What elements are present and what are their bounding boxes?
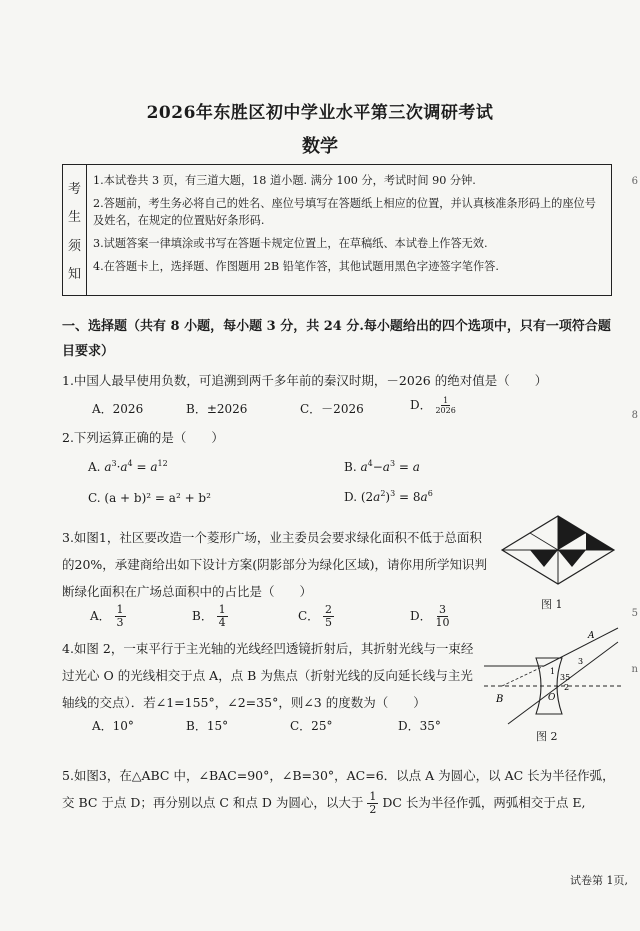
- q3-option-c-label: C．: [298, 609, 320, 623]
- question-3-stem: 3.如图1，社区要改造一个菱形广场，业主委员会要求绿化面积不低于总面积的20%，承建商给出如下设计方案(阴影部分为绿化区域)，请你用所学知识判断绿化面积在广场总面积中的占比是（ ）: [62, 530, 488, 599]
- point-b-label: B: [496, 694, 504, 705]
- question-5-stem-a: 5.如图3，在△ABC 中，∠BAC=90°，∠B=30°，AC=6．以点 A 为圆心，以 AC 长为半径作弧，交 BC 于点 D；再分别以点 C 和点 D 为圆心，以大于: [62, 768, 615, 810]
- fraction-denominator: 3: [116, 616, 124, 629]
- q2-option-a-label: A.: [88, 460, 101, 474]
- notice-side-char: 生: [67, 210, 81, 226]
- fraction-denominator: 4: [218, 616, 226, 629]
- figure-1-label: 图 1: [541, 598, 563, 611]
- angle-2-label: 2: [564, 683, 570, 692]
- q3-option-d-fraction: [435, 604, 449, 629]
- q4-option-a: A．10°: [92, 719, 134, 733]
- q3-option-b-label: B．: [192, 609, 213, 623]
- exam-title: 2026年东胜区初中学业水平第三次调研考试: [146, 103, 494, 123]
- center-ray: [508, 642, 618, 724]
- q3-option-c: [298, 604, 334, 629]
- notice-body: [93, 165, 605, 275]
- q1-option-b: B．±2026: [186, 402, 248, 416]
- q2-option-c: [88, 491, 211, 505]
- exam-subject: 数学: [302, 136, 338, 157]
- figure-2-lens-diagram: [478, 620, 628, 728]
- q2-option-c-label: C.: [88, 491, 101, 505]
- shaded-region: [558, 550, 586, 567]
- q2-option-b: [344, 459, 420, 474]
- q4-option-c: C．25°: [290, 719, 333, 733]
- question-5-stem: [62, 762, 624, 816]
- angle-value-label: 35: [560, 673, 571, 682]
- edge-mark: 5: [631, 608, 638, 619]
- question-4-stem: 4.如图 2，一束平行于主光轴的光线经凹透镜折射后，其折射光线与一束经过光心 O 的光线相交于点 A，点 B 为焦点（折射光线的反向延长线与主光轴线的交点）．若∠1=155°，∠2=35°，则∠3 的度数为（ ）: [62, 641, 474, 710]
- notice-side-char: 考: [67, 181, 81, 197]
- section-heading: 一、选择题（共有 8 小题，每小题 3 分，共 24 分.每小题给出的四个选项中，只有一项符合题目要求）: [62, 319, 611, 359]
- point-a-label: A: [588, 631, 595, 641]
- shaded-region: [558, 516, 586, 550]
- question-2-stem: 2.下列运算正确的是（ ）: [62, 430, 224, 445]
- notice-item: 3.试题答案一律填涂或书写在答题卡规定位置上，在草稿纸、本试卷上作答无效.: [93, 237, 488, 250]
- question-5-stem-b: DC 长为半径作弧，两弧相交于点 E,: [382, 795, 586, 810]
- q2-option-d-label: D.: [344, 490, 358, 504]
- fraction-numerator: 3: [438, 603, 446, 616]
- q3-option-b: [192, 604, 228, 629]
- q1-option-a: A．2026: [92, 402, 144, 416]
- q2-option-b-label: B.: [344, 460, 357, 474]
- notice-item: 4.在答题卡上，选择题、作图题用 2B 铅笔作答，其他试题用黑色字迹签字笔作答.: [93, 260, 499, 273]
- q3-option-d: [410, 604, 449, 629]
- q1-option-d-fraction: [435, 396, 455, 415]
- fraction-denominator: 2026: [435, 406, 456, 415]
- q5-half-fraction: [367, 791, 378, 816]
- q2-option-b-expr: $a^4-a^3 = a$: [360, 459, 420, 474]
- notice-item: 1.本试卷共 3 页，有三道大题，18 道小题. 满分 100 分，考试时间 90 分钟.: [93, 174, 476, 187]
- page-footer: 试卷第 1页,: [570, 874, 628, 887]
- notice-box: [62, 164, 612, 296]
- reverse-extension: [502, 666, 544, 686]
- fraction-numerator: 1: [443, 396, 449, 405]
- fraction-numerator: 1: [218, 603, 226, 616]
- angle-3-label: 3: [578, 657, 584, 666]
- figure-1-rhombus: [498, 512, 618, 588]
- notice-item: 2.答题前，考生务必将自己的姓名、座位号填写在答题纸上相应的位置，并认真核准条形码上的座位号及姓名，在规定的位置贴好条形码.: [93, 197, 596, 227]
- fraction-denominator: 10: [435, 616, 450, 629]
- fraction-denominator: 2: [369, 803, 377, 816]
- q1-option-c: C．－2026: [300, 402, 364, 416]
- fraction-numerator: 1: [369, 790, 377, 803]
- q3-option-d-label: D．: [410, 609, 432, 623]
- q3-option-a: [90, 604, 126, 629]
- q2-option-d: [344, 489, 433, 504]
- fraction-denominator: 5: [325, 616, 333, 629]
- point-o-label: O: [548, 693, 556, 703]
- figure-2-label: 图 2: [536, 730, 558, 743]
- edge-mark: n: [631, 664, 638, 675]
- fraction-numerator: 1: [116, 603, 124, 616]
- fraction-numerator: 2: [325, 603, 333, 616]
- edge-mark: 8: [631, 410, 638, 421]
- shaded-region: [530, 550, 558, 567]
- inner-line: [530, 533, 558, 550]
- q2-option-c-expr: (a + b)² = a² + b²: [104, 491, 211, 505]
- notice-side-char: 须: [67, 238, 81, 254]
- q3-option-b-fraction: [217, 604, 228, 629]
- notice-side-label: [63, 165, 87, 295]
- q4-option-b: B．15°: [186, 719, 229, 733]
- q3-option-c-fraction: [323, 604, 334, 629]
- q4-option-d: D．35°: [398, 719, 441, 733]
- edge-mark: 6: [631, 176, 638, 187]
- q1-option-d: [410, 396, 456, 415]
- q1-option-d-label: D．: [410, 398, 432, 412]
- q3-option-a-fraction: [115, 604, 126, 629]
- q2-option-a: [88, 459, 168, 474]
- q3-option-a-label: A．: [90, 609, 111, 623]
- angle-1-label: 1: [550, 667, 556, 676]
- notice-side-char: 知: [67, 267, 81, 283]
- q2-option-a-expr: $a^3\cdot a^4 = a^{12}$: [104, 459, 168, 474]
- question-1-stem: 1.中国人最早使用负数，可追溯到两千多年前的秦汉时期，－2026 的绝对值是（ ）: [62, 373, 548, 388]
- q2-option-d-expr: $(2a^2)^3 = 8a^6$: [360, 489, 433, 504]
